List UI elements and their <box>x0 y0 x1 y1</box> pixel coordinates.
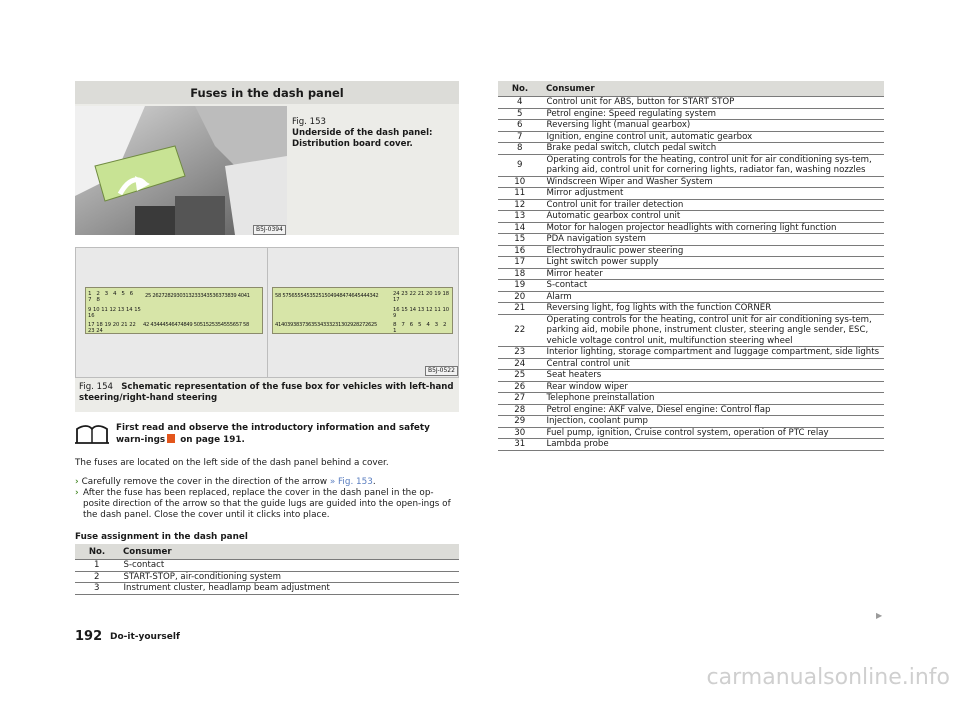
fuse-consumer: Mirror adjustment <box>542 188 884 200</box>
table-row <box>498 381 884 393</box>
table-row <box>75 571 459 583</box>
fuse-consumer: Automatic gearbox control unit <box>542 211 884 223</box>
figure-154-number: Fig. 154 <box>79 382 114 392</box>
table-row <box>75 583 459 595</box>
fuse-number: 8 <box>498 143 542 155</box>
col-no-header: No. <box>75 544 119 560</box>
step-2-text: After the fuse has been replaced, replace the cover in the dash panel in the op-posite direction of the arrow so that the guide lugs are guided into the open-ings of the dash panel. Close the cover until it clicks into place. <box>83 488 451 520</box>
table-row <box>498 370 884 382</box>
fuse-consumer: Reversing light (manual gearbox) <box>542 120 884 132</box>
fuse-number: 21 <box>498 303 542 315</box>
table-row <box>498 108 884 120</box>
fuse-consumer: Motor for halogen projector headlights with cornering light function <box>542 222 884 234</box>
fuse-number: 16 <box>498 245 542 257</box>
fuse-number: 28 <box>498 404 542 416</box>
fuse-box-left-hand <box>85 287 263 334</box>
fuse-consumer: Central control unit <box>542 358 884 370</box>
fuse-consumer: Seat heaters <box>542 370 884 382</box>
fuse-consumer: Operating controls for the heating, control unit for air conditioning sys-tem, parking aid, control unit for cornering lights, radiator fan, washing nozzles <box>542 154 884 176</box>
fuse-number: 18 <box>498 268 542 280</box>
page-number: 192 <box>75 629 103 644</box>
table-row <box>498 131 884 143</box>
table-row <box>498 416 884 428</box>
fuse-row-2-small: 9 10 11 12 13 14 15 16 <box>88 307 141 319</box>
fuse-consumer: Lambda probe <box>542 439 884 451</box>
fuse-consumer: Windscreen Wiper and Washer System <box>542 176 884 188</box>
figure-154-divider <box>267 248 268 377</box>
col-consumer-header: Consumer <box>542 81 884 97</box>
footer-section: Do-it-yourself <box>110 632 180 642</box>
fuse-row-1-small: 24 23 22 21 20 19 18 17 <box>393 291 450 303</box>
table-row <box>498 358 884 370</box>
figure-153-link[interactable]: » Fig. 153 <box>329 477 373 487</box>
fuse-number: 4 <box>498 97 542 109</box>
fuse-consumer: Operating controls for the heating, control unit for air conditioning sys-tem, parking aid, mobile phone, instrument cluster, steering angle sender, ESC, vehicle voltage control unit, multifunction steering wheel <box>542 314 884 347</box>
fuse-consumer: Control unit for ABS, button for START STOP <box>542 97 884 109</box>
fuse-row-1-large: 25 2627282930313233343536373839 4041 <box>145 293 250 299</box>
fuse-consumer: S-contact <box>542 280 884 292</box>
fuse-consumer: PDA navigation system <box>542 234 884 246</box>
fuse-number: 27 <box>498 393 542 405</box>
fuse-number: 17 <box>498 257 542 269</box>
fuse-consumer: Mirror heater <box>542 268 884 280</box>
intro-paragraph: The fuses are located on the left side of the dash panel behind a cover. <box>75 458 389 468</box>
figure-153-number: Fig. 153 <box>292 117 327 127</box>
fuse-consumer: Rear window wiper <box>542 381 884 393</box>
table-row <box>498 393 884 405</box>
figure-154-caption: Schematic representation of the fuse box for vehicles with left-hand steering/right-hand steering <box>79 382 454 403</box>
fuse-consumer: Instrument cluster, headlamp beam adjustment <box>119 583 459 595</box>
table-row <box>498 234 884 246</box>
warning-page-ref[interactable]: on page 191. <box>177 435 245 445</box>
fuse-number: 14 <box>498 222 542 234</box>
fuse-consumer: Telephone preinstallation <box>542 393 884 405</box>
table-row <box>498 404 884 416</box>
fuse-number: 29 <box>498 416 542 428</box>
chevron-right-icon: › <box>75 477 79 487</box>
fuse-number: 13 <box>498 211 542 223</box>
table-row <box>75 560 459 572</box>
fuse-consumer: Reversing light, fog lights with the function CORNER <box>542 303 884 315</box>
step-1 <box>75 477 459 488</box>
fuse-consumer: Petrol engine: Speed regulating system <box>542 108 884 120</box>
fuse-number: 3 <box>75 583 119 595</box>
fuse-row-1-small: 1 2 3 4 5 6 7 8 <box>88 291 135 303</box>
step-2 <box>75 488 459 521</box>
table-row <box>498 314 884 347</box>
fuse-consumer: Brake pedal switch, clutch pedal switch <box>542 143 884 155</box>
fuse-number: 12 <box>498 199 542 211</box>
fuse-row-3-small: 17 18 19 20 21 22 23 24 <box>88 322 136 334</box>
fuse-number: 26 <box>498 381 542 393</box>
fuse-number: 25 <box>498 370 542 382</box>
fuse-row-1-large: 58 57565554535251504948474645444342 <box>275 293 379 299</box>
fuse-number: 19 <box>498 280 542 292</box>
table-row <box>498 303 884 315</box>
fuse-number: 24 <box>498 358 542 370</box>
fuse-number: 5 <box>498 108 542 120</box>
watermark: carmanualsonline.info <box>706 665 950 690</box>
warning-flag-icon <box>167 434 175 443</box>
section-title: Fuses in the dash panel <box>75 81 459 104</box>
table-row <box>498 97 884 109</box>
fuse-number: 15 <box>498 234 542 246</box>
col-no-header: No. <box>498 81 542 97</box>
table-row <box>498 199 884 211</box>
fuse-consumer: Electrohydraulic power steering <box>542 245 884 257</box>
fuse-number: 1 <box>75 560 119 572</box>
fuse-number: 7 <box>498 131 542 143</box>
table-row <box>498 143 884 155</box>
figure-153-image-code: B5J-0394 <box>253 225 286 235</box>
fuse-number: 2 <box>75 571 119 583</box>
warning-text: First read and observe the introductory information and safety warn-ings <box>116 423 430 445</box>
table-row <box>498 257 884 269</box>
fuse-row-3-large: 4140393837363534333231302928272625 <box>275 322 378 328</box>
table-row <box>498 120 884 132</box>
fuse-consumer: START-STOP, air-conditioning system <box>119 571 459 583</box>
fuse-consumer: Alarm <box>542 291 884 303</box>
table-row <box>498 280 884 292</box>
table-row <box>498 211 884 223</box>
table-row <box>498 291 884 303</box>
read-first-warning <box>116 423 459 446</box>
fuse-number: 23 <box>498 347 542 359</box>
fuse-consumer: Injection, coolant pump <box>542 416 884 428</box>
table-row <box>498 188 884 200</box>
fuse-number: 11 <box>498 188 542 200</box>
fuse-number: 9 <box>498 154 542 176</box>
fuse-row-3-large: 42 43444546474849 5051525354555657 58 <box>143 322 250 328</box>
fuse-consumer: Petrol engine: AKF valve, Diesel engine: Control flap <box>542 404 884 416</box>
table-row <box>498 176 884 188</box>
figure-154-image-code: B5J-0522 <box>425 366 458 376</box>
table-row <box>498 245 884 257</box>
fuse-consumer: Light switch power supply <box>542 257 884 269</box>
fuse-number: 30 <box>498 427 542 439</box>
fuse-consumer: Fuel pump, ignition, Cruise control system, operation of PTC relay <box>542 427 884 439</box>
fuse-number: 31 <box>498 439 542 451</box>
fuse-number: 6 <box>498 120 542 132</box>
step-1-end: . <box>372 477 376 487</box>
figure-153-caption-block <box>292 117 457 150</box>
fuse-table-right <box>498 81 884 451</box>
table-row <box>498 268 884 280</box>
fuse-number: 10 <box>498 176 542 188</box>
fuse-row-2-small: 16 15 14 13 12 11 10 9 <box>393 307 450 319</box>
table-row <box>498 439 884 451</box>
figure-154-caption-block <box>79 382 455 404</box>
fuse-row-3-small: 8 7 6 5 4 3 2 1 <box>393 322 449 334</box>
fuse-consumer: Control unit for trailer detection <box>542 199 884 211</box>
table-row <box>498 154 884 176</box>
table-row <box>498 347 884 359</box>
fuse-number: 20 <box>498 291 542 303</box>
table-row <box>498 427 884 439</box>
col-consumer-header: Consumer <box>119 544 459 560</box>
fuse-consumer: S-contact <box>119 560 459 572</box>
step-1-text: Carefully remove the cover in the direction of the arrow <box>81 477 328 487</box>
figure-153-caption: Underside of the dash panel: Distribution board cover. <box>292 128 433 149</box>
fuse-table-left <box>75 544 459 595</box>
fuse-assignment-label: Fuse assignment in the dash panel <box>75 532 248 542</box>
fuse-consumer: Ignition, engine control unit, automatic gearbox <box>542 131 884 143</box>
continue-arrow-icon: ▶ <box>876 611 883 620</box>
book-icon <box>75 423 109 445</box>
table-row <box>498 222 884 234</box>
figure-153-photo <box>75 106 287 235</box>
fuse-consumer: Interior lighting, storage compartment and luggage compartment, side lights <box>542 347 884 359</box>
fuse-box-right-hand <box>272 287 453 334</box>
chevron-right-icon: › <box>75 488 79 498</box>
fuse-number: 22 <box>498 314 542 347</box>
